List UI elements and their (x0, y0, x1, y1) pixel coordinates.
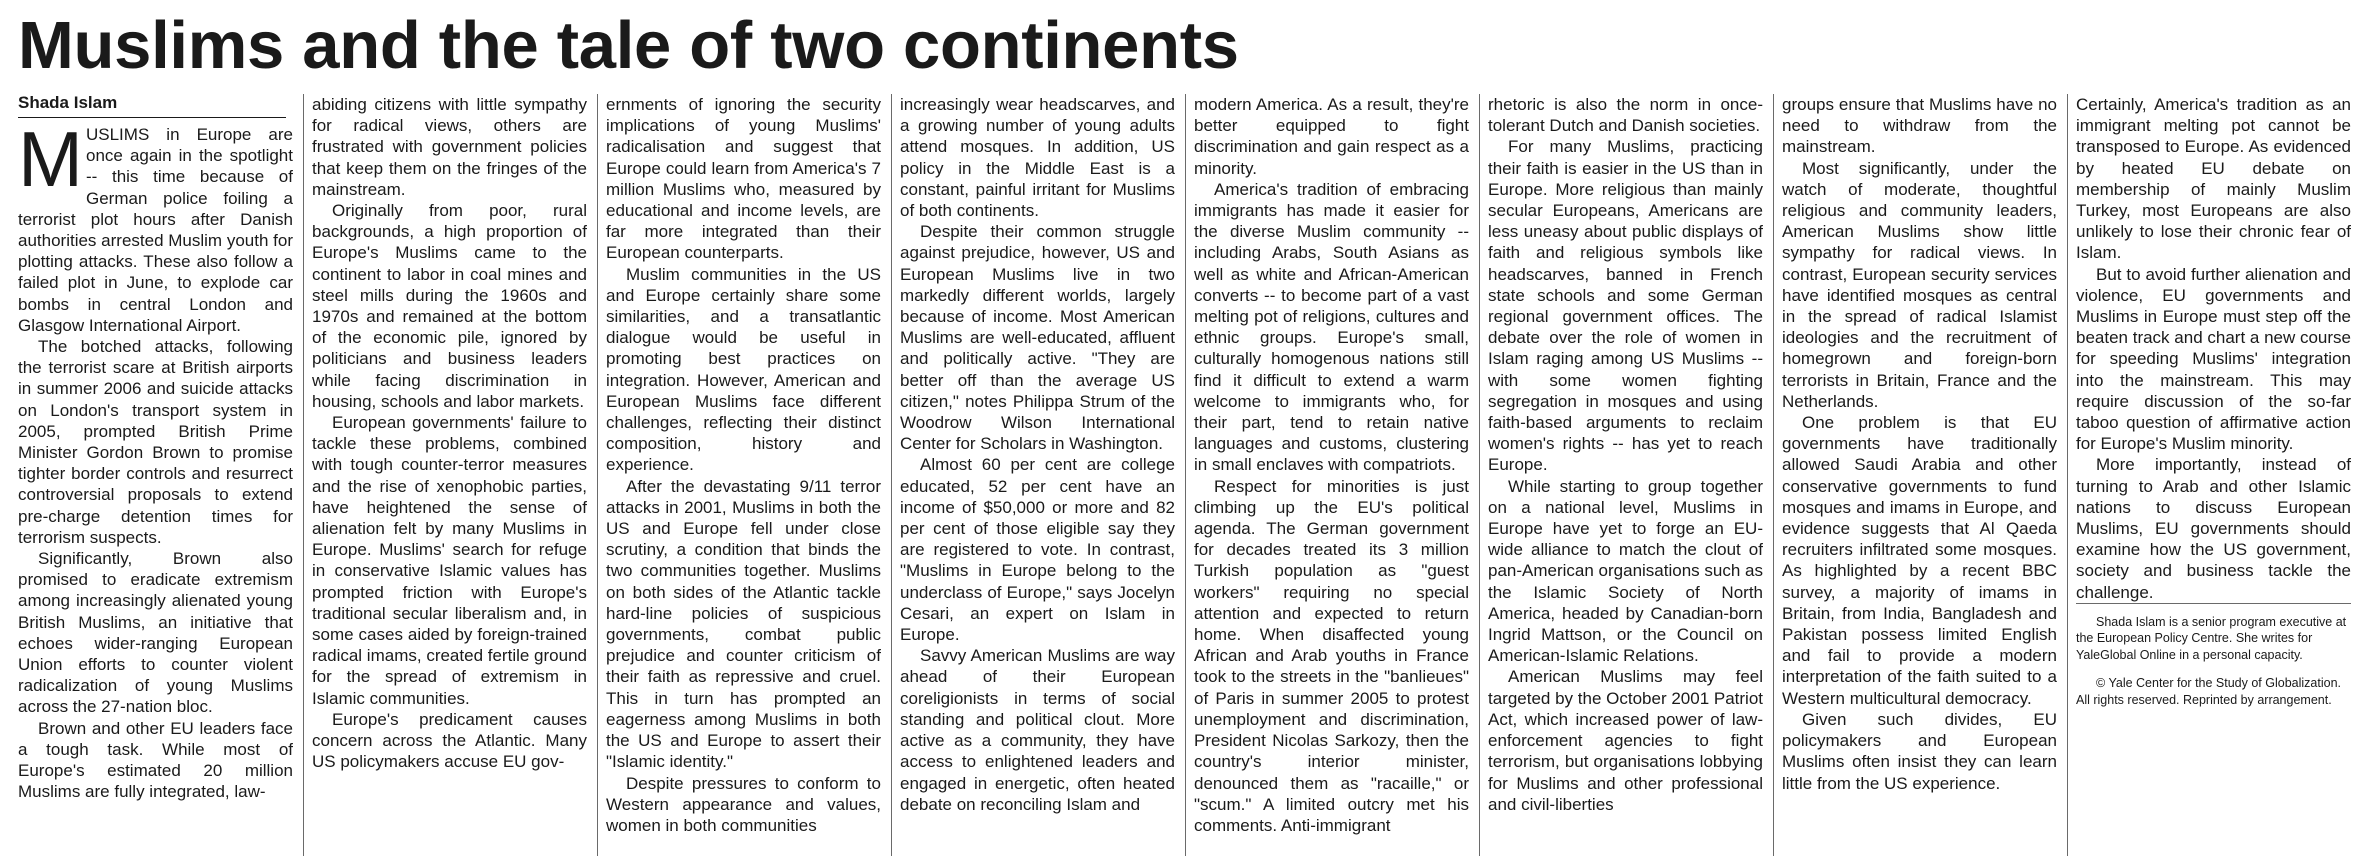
paragraph: groups ensure that Muslims have no need to withdraw from the mainstream. (1782, 95, 2057, 157)
paragraph: The botched attacks, following the terrorist scare at British airports in summer 2006 and suicide attacks on London's transport system in 2005, prompted British Prime Minister Gordon Brown to promise tighter border controls and resurrect controversial proposals to extend pre-charge detention times for terrorism suspects. (18, 337, 293, 547)
paragraph: Almost 60 per cent are college educated, 52 per cent have an income of $50,000 or more and 82 per cent of those eligible say they are registered to vote. In contrast, "Muslims in Europe belong to the underclass of Europe," says Jocelyn Cesari, an expert on Islam in Europe. (900, 455, 1175, 645)
article-column-3 (606, 94, 881, 858)
column-divider (303, 94, 304, 856)
paragraph: European governments' failure to tackle these problems, combined with tough counter-terror measures and the rise of xenophobic parties, have heightened the sense of alienation felt by many Muslims in Europe. Muslims' search for refuge in conservative Islamic values has prompted friction with Europe's traditional secular liberalism and, in some cases aided by foreign-trained radical imams, created fertile ground for the spread of extremism in Islamic communities. (312, 413, 587, 708)
drop-cap: M (18, 124, 83, 203)
paragraph: Despite their common struggle against prejudice, however, US and European Muslims live in two markedly different worlds, largely because of income. Most American Muslims are well-educated, affluent and politically active. "They are better off than the average US citizen," notes Philippa Strum of the Woodrow Wilson International Center for Scholars in Washington. (900, 222, 1175, 454)
paragraph: Muslim communities in the US and Europe certainly share some similarities, and a transatlantic dialogue would be useful in promoting best practices on integration. However, American and European Muslims face different challenges, reflecting their distinct composition, history and experience. (606, 264, 881, 475)
paragraph: Brown and other EU leaders face a tough task. While most of Europe's estimated 20 million Muslims are fully integrated, law- (18, 718, 293, 802)
paragraph: Despite pressures to conform to Western appearance and values, women in both communities (606, 773, 881, 835)
article-column-8 (2076, 94, 2351, 858)
column-divider (597, 94, 598, 856)
article-column-5 (1194, 94, 1469, 858)
paragraph: Most significantly, under the watch of moderate, thoughtful religious and community leaders, American Muslims show little sympathy for radical views. In contrast, European security services have identified mosques as central in the spread of radical Islamist ideologies and the recruitment of homegrown and foreign-born terrorists in Britain, France and the Netherlands. (1782, 158, 2057, 411)
paragraph: But to avoid further alienation and violence, EU governments and Muslims in Europe must step off the beaten track and chart a new course for speeding Muslims' integration into the mainstream. This may require discussion of the so-far taboo question of affirmative action for Europe's Muslim minority. (2076, 264, 2351, 454)
paragraph: Given such divides, EU policymakers and European Muslims often insist they can learn little from the US experience. (1782, 709, 2057, 793)
column-divider (1479, 94, 1480, 856)
paragraph: Significantly, Brown also promised to eradicate extremism among increasingly alienated young British Muslims, an initiative that echoes wider-ranging European Union efforts to counter violent radicalization of young Muslims across the 27-nation bloc. (18, 549, 293, 717)
paragraph: rhetoric is also the norm in once-tolerant Dutch and Danish societies. (1488, 95, 1763, 136)
paragraph: ernments of ignoring the security implications of young Muslims' radicalisation and suggest that Europe could learn from America's 7 million Muslims who, measured by educational and income levels, are far more integrated than their European counterparts. (606, 95, 881, 263)
paragraph: For many Muslims, practicing their faith is easier in the US than in Europe. More religious than mainly secular Europeans, Americans are less uneasy about public displays of faith and religious symbols like headscarves, banned in French state schools and some German regional government offices. The debate over the role of women in Islam raging among US Muslims -- with some women fighting segregation in mosques and using faith-based arguments to reclaim women's rights -- has yet to reach Europe. (1488, 137, 1763, 475)
paragraph: More importantly, instead of turning to Arab and other Islamic nations to discuss European Muslims, EU governments should examine how the US government, society and business tackle the challenge. (2076, 455, 2351, 602)
headline: Muslims and the tale of two continents (18, 8, 1239, 83)
column-divider (2067, 94, 2068, 856)
article-column-2 (312, 94, 587, 858)
paragraph: Originally from poor, rural backgrounds, a high proportion of Europe's Muslims came to the continent to labor in coal mines and steel mills during the 1960s and 1970s and remained at the bottom of the economic pile, ignored by politicians and business leaders while facing discrimination in housing, schools and labor markets. (312, 201, 587, 411)
paragraph: modern America. As a result, they're better equipped to fight discrimination and gain respect as a minority. (1194, 95, 1469, 178)
article-column-7 (1782, 94, 2057, 858)
paragraph: Europe's predicament causes concern across the Atlantic. Many US policymakers accuse EU gov- (312, 709, 587, 772)
copyright-note: © Yale Center for the Study of Globalization. All rights reserved. Reprinted by arrangement. (2076, 676, 2341, 707)
byline: Shada Islam (18, 92, 286, 118)
paragraph: American Muslims may feel targeted by the October 2001 Patriot Act, which increased power of law-enforcement agencies to fight terrorism, but organisations lobbying for Muslims and other professional and civil-liberties (1488, 667, 1763, 814)
article-column-6 (1488, 94, 1763, 858)
paragraph: abiding citizens with little sympathy for radical views, others are frustrated with government policies that keep them on the fringes of the mainstream. (312, 95, 587, 199)
author-note: Shada Islam is a senior program executive at the European Policy Centre. She writes for YaleGlobal Online in a personal capacity. (2076, 603, 2351, 664)
paragraph: After the devastating 9/11 terror attacks in 2001, Muslims in both the US and Europe fell under close scrutiny, a condition that binds the two communities together. Muslims on both sides of the Atlantic tackle hard-line policies of suspicious governments, combat public prejudice and counter criticism of their faith as repressive and cruel. This in turn has prompted an eagerness among Muslims in both the US and Europe to assert their "Islamic identity." (606, 476, 881, 772)
article-column-1 (18, 124, 293, 858)
paragraph: One problem is that EU governments have traditionally allowed Saudi Arabia and other conservative governments to fund mosques and imams in Europe, and evidence suggests that Al Qaeda recruiters infiltrated some mosques. As highlighted by a recent BBC survey, a majority of imams in Britain, from India, Bangladesh and Pakistan possess limited English and fail to provide a modern interpretation of the faith suited to a Western multicultural democracy. (1782, 413, 2057, 708)
paragraph: Savvy American Muslims are way ahead of their European coreligionists in terms of social standing and political clout. More active as a community, they have access to enlightened leaders and engaged in energetic, often heated debate on reconciling Islam and (900, 646, 1175, 814)
column-divider (891, 94, 892, 856)
paragraph: America's tradition of embracing immigrants has made it easier for the diverse Muslim community -- including Arabs, South Asians as well as white and African-American converts -- to become part of a vast melting pot of religions, cultures and ethnic groups. Europe's small, culturally homogenous nations still find it difficult to extend a warm welcome to immigrants who, for their part, tend to retain native languages and customs, clustering in small enclaves with compatriots. (1194, 179, 1469, 475)
paragraph: Respect for minorities is just climbing up the EU's political agenda. The German government for decades treated its 3 million Turkish population as "guest workers" requiring no special attention and expected to return home. When disaffected young African and Arab youths in France took to the streets in the "banlieues" of Paris in summer 2005 to protest unemployment and discrimination, President Nicolas Sarkozy, then the country's interior minister, denounced them as "racaille," or "scum." A limited outcry met his comments. Anti-immigrant (1194, 476, 1469, 835)
paragraph: While starting to group together on a national level, Muslims in Europe have yet to forge an EU-wide alliance to match the clout of pan-American organisations such as the Islamic Society of North America, headed by Canadian-born Ingrid Mattson, or the Council on American-Islamic Relations. (1488, 476, 1763, 666)
paragraph: USLIMS in Europe are once again in the spotlight -- this time because of German police foiling a terrorist plot hours after Danish authorities arrested Muslim youth for plotting attacks. These also follow a failed plot in June, to explode car bombs in central London and Glasgow International Airport. (18, 125, 293, 335)
paragraph: Certainly, America's tradition as an immigrant melting pot cannot be transposed to Europe. As evidenced by heated EU debate on membership of mainly Muslim Turkey, most Europeans are also unlikely to lose their chronic fear of Islam. (2076, 95, 2351, 263)
article-column-4 (900, 94, 1175, 858)
column-divider (1773, 94, 1774, 856)
paragraph: increasingly wear headscarves, and a growing number of young adults attend mosques. In addition, US policy in the Middle East is a constant, painful irritant for Muslims of both continents. (900, 95, 1175, 221)
column-divider (1185, 94, 1186, 856)
